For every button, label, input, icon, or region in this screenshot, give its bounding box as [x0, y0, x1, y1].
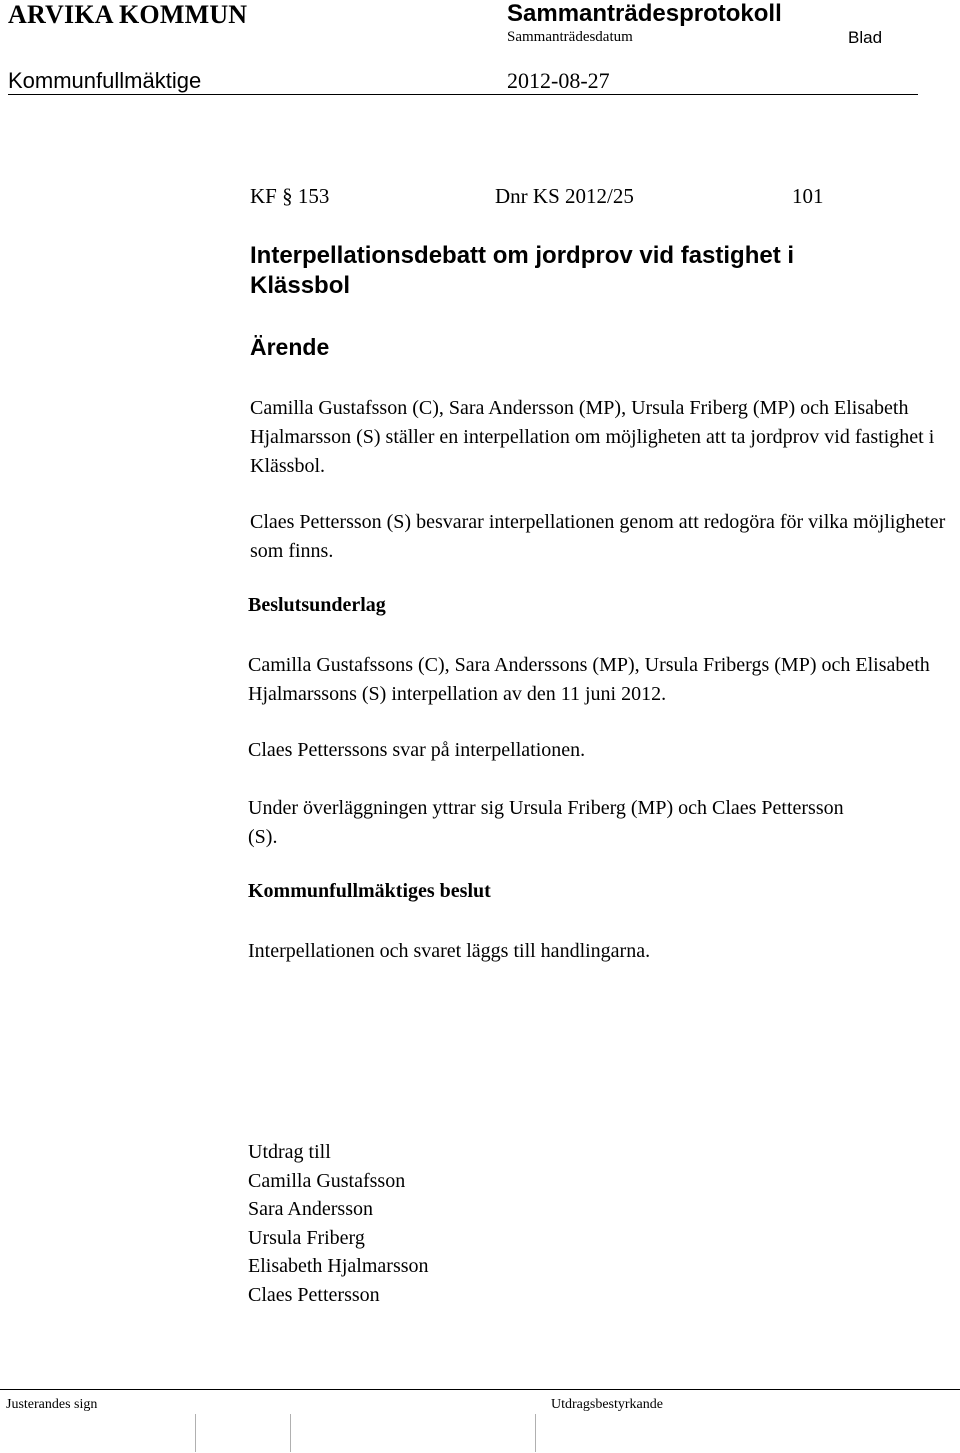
- footer-divider: [0, 1389, 960, 1390]
- extract-recipient: Ursula Friberg: [248, 1226, 365, 1249]
- arende-paragraph-1: Camilla Gustafsson (C), Sara Andersson (MP), Ursula Friberg (MP) och Elisabeth Hjalmarsson (S) ställer en interpellation om möjligheten att ta jordprov vid fastighet i Klässbol.: [250, 397, 935, 477]
- document-type: Sammanträdesprotokoll: [507, 0, 782, 27]
- signature-box-divider: [535, 1414, 536, 1452]
- beslutsunderlag-paragraph-3: Under överläggningen yttrar sig Ursula Friberg (MP) och Claes Pettersson (S).: [248, 797, 844, 848]
- header-divider: [8, 94, 918, 95]
- utdragsbestyrkande-label: Utdragsbestyrkande: [551, 1397, 663, 1412]
- beslut-text: Interpellationen och svaret läggs till handlingarna.: [248, 940, 651, 962]
- beslutsunderlag-paragraph-2: Claes Petterssons svar på interpellationen.: [248, 739, 586, 761]
- extract-recipient: Camilla Gustafsson: [248, 1169, 406, 1192]
- arende-paragraph-2: Claes Pettersson (S) besvarar interpellationen genom att redogöra för vilka möjligheter som finns.: [250, 511, 946, 562]
- arende-heading: Ärende: [250, 334, 330, 360]
- extract-recipient: Claes Pettersson: [248, 1283, 380, 1306]
- beslutsunderlag-paragraph-1: Camilla Gustafssons (C), Sara Anderssons (MP), Ursula Fribergs (MP) och Elisabeth Hjalmarssons (S) interpellation av den 11 juni 2012.: [248, 654, 930, 705]
- justerandes-sign-label: Justerandes sign: [6, 1397, 98, 1412]
- item-title: Interpellationsdebatt om jordprov vid fastighet i Klässbol: [250, 242, 795, 299]
- page-number: 101: [792, 184, 824, 208]
- extract-heading: Utdrag till: [248, 1141, 331, 1163]
- paragraph-number: KF § 153: [250, 184, 330, 208]
- extract-recipient: Elisabeth Hjalmarsson: [248, 1255, 429, 1278]
- signature-box-divider: [290, 1414, 291, 1452]
- case-number: Dnr KS 2012/25: [495, 184, 634, 208]
- extract-list: [248, 1138, 429, 1310]
- extract-recipient: Sara Andersson: [248, 1198, 373, 1221]
- beslut-heading: Kommunfullmäktiges beslut: [248, 880, 491, 902]
- page-label: Blad: [848, 28, 883, 47]
- date-label: Sammanträdesdatum: [507, 29, 633, 45]
- beslutsunderlag-heading: Beslutsunderlag: [248, 594, 386, 616]
- meeting-date: 2012-08-27: [507, 68, 610, 93]
- municipality-name: ARVIKA KOMMUN: [8, 0, 248, 29]
- governing-body: Kommunfullmäktige: [8, 68, 202, 93]
- signature-box-divider: [195, 1414, 196, 1452]
